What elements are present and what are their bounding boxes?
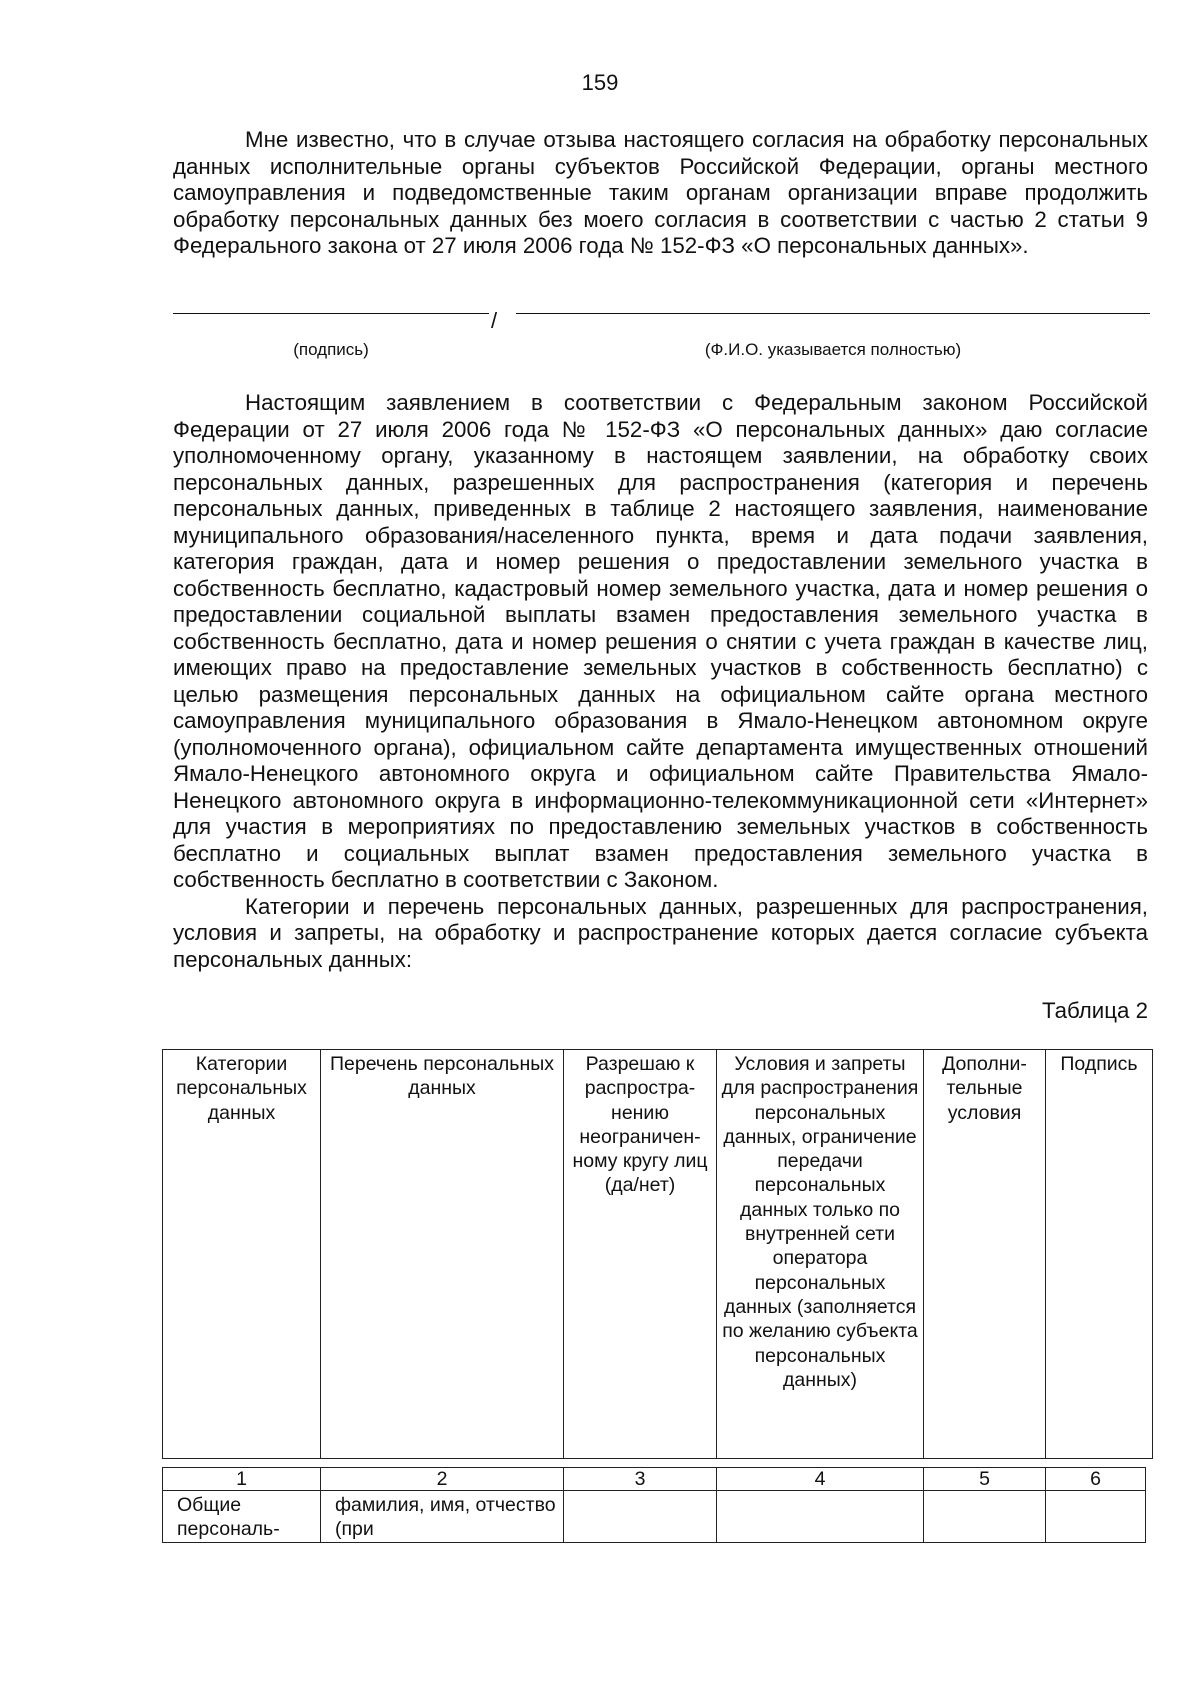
signature-separator: / [491,308,498,333]
header-signature: Подпись [1046,1050,1153,1459]
column-number: 4 [717,1468,924,1491]
full-name-line [516,313,1150,314]
consent-revocation-paragraph [173,127,1148,260]
header-permission: Разрешаю к распростра-нению неограничен-ному кругу лиц (да/нет) [564,1050,717,1459]
paragraph-text: Мне известно, что в случае отзыва настоящего согласия на обработку персональных данных исполнительные органы субъектов Российской Федерации, органы местного самоуправления и подведомственные таким органам организации вправе продолжить обработку персональных данных без моего согласия в соответствии с частью 2 статьи 9 Федерального закона от 27 июля 2006 года № 152-ФЗ «О персональных данных». [173,127,1148,258]
column-number-row [163,1468,1146,1491]
header-categories: Категории персональных данных [163,1050,321,1459]
signature-caption: (подпись) [293,340,369,359]
column-number: 6 [1046,1468,1146,1491]
header-data-list: Перечень персональных данных [321,1050,564,1459]
consent-paragraphs [173,390,1148,973]
conditions-cell [717,1491,924,1543]
header-additional-conditions: Дополни-тельные условия [924,1050,1046,1459]
column-number: 5 [924,1468,1046,1491]
full-name-caption: (Ф.И.О. указывается полностью) [704,340,962,359]
table-row [163,1491,1146,1543]
data-list-cell: фамилия, имя, отчество (при [321,1491,564,1543]
column-number: 2 [321,1468,564,1491]
column-number: 3 [564,1468,717,1491]
signature-line [173,313,489,314]
consent-table-body [162,1467,1146,1543]
page-number: 159 [581,70,619,95]
consent-table-header [162,1049,1153,1459]
table-intro-paragraph: Категории и перечень персональных данных, разрешенных для распространения, условия и запреты, на обработку и распространение которых дается согласие субъекта персональных данных: [173,893,1148,972]
column-number: 1 [163,1468,321,1491]
table-label: Таблица 2 [1041,998,1148,1023]
additional-conditions-cell [924,1491,1046,1543]
permission-cell [564,1491,717,1543]
header-conditions: Условия и запреты для распространения персональных данных, ограничение передачи персональных данных только по внутренней сети оператора персональных данных (заполняется по желанию субъекта персональных данных) [717,1050,924,1459]
signature-cell [1046,1491,1146,1543]
category-cell: Общие персональ- [163,1491,321,1543]
consent-statement-paragraph: Настоящим заявлением в соответствии с Федеральным законом Российской Федерации от 27 июля 2006 года № 152-ФЗ «О персональных данных» даю согласие уполномоченному органу, указанному в настоящем заявлении, на обработку своих персональных данных, разрешенных для распространения (категория и перечень персональных данных, приведенных в таблице 2 настоящего заявления, наименование муниципального образования/населенного пункта, время и дата подачи заявления, категория граждан, дата и номер решения о предоставлении земельного участка в собственность бесплатно, кадастровый номер земельного участка, дата и номер решения о предоставлении социальной выплаты взамен предоставления земельного участка в собственность бесплатно, дата и номер решения о снятии с учета граждан в качестве лиц, имеющих право на предоставление земельных участков в собственность бесплатно) с целью размещения персональных данных на официальном сайте органа местного самоуправления муниципального образования в Ямало-Ненецком автономном округе (уполномоченного органа), официальном сайте департамента имущественных отношений Ямало-Ненецкого автономного округа и официальном сайте Правительства Ямало-Ненецкого автономного округа в информационно-телекоммуникационной сети «Интернет» для участия в мероприятиях по предоставлению земельных участков в собственность бесплатно и социальных выплат взамен предоставления земельного участка в собственность бесплатно в соответствии с Законом. [173,390,1148,892]
